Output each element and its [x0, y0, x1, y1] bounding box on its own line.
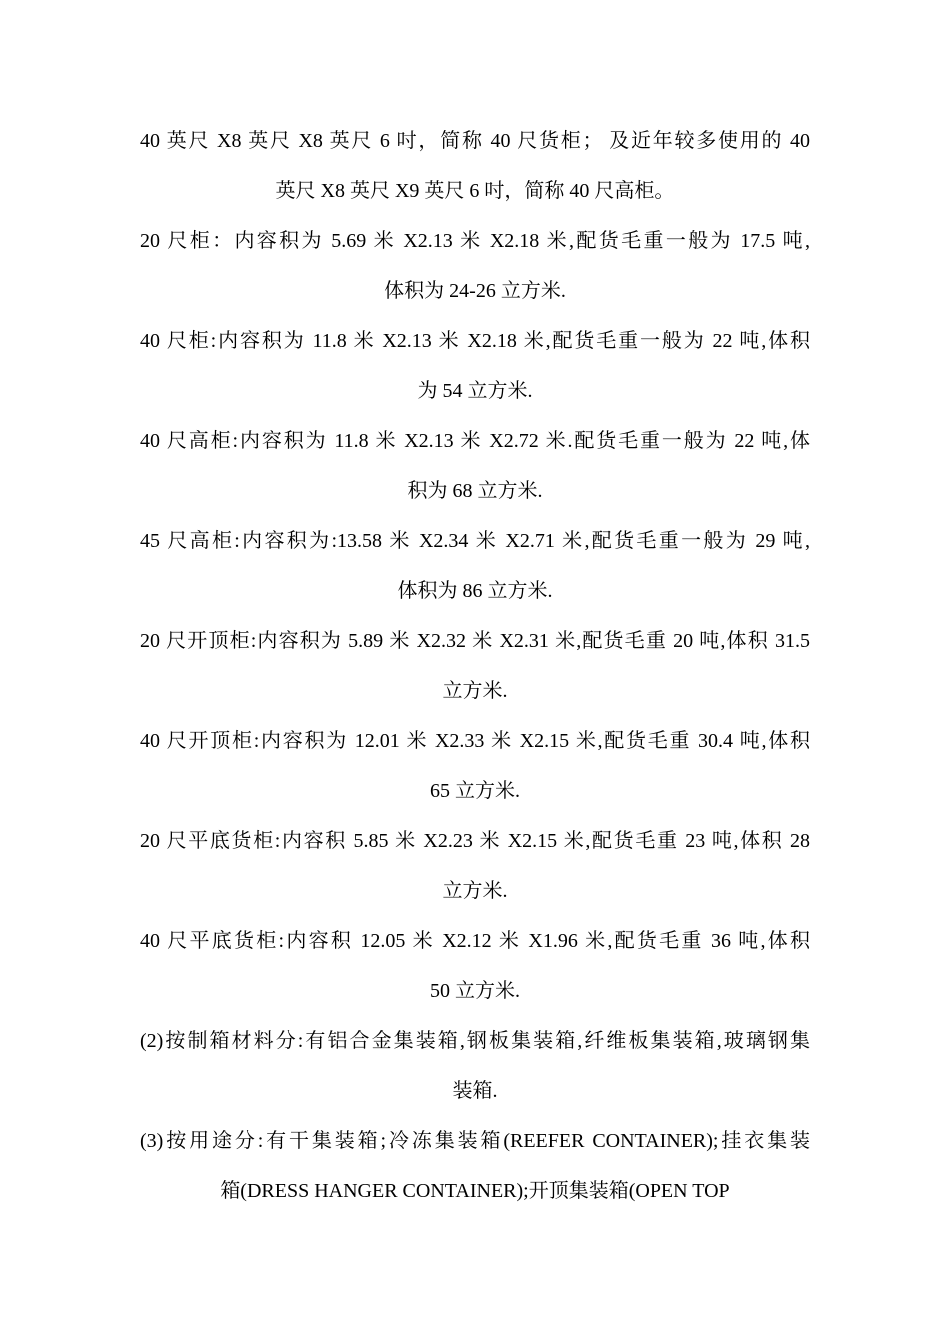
paragraph-by-purpose: [140, 1116, 810, 1216]
paragraph-line: 20 尺平底货柜:内容积 5.85 米 X2.23 米 X2.15 米,配货毛重 23 吨,体积 28: [140, 830, 810, 852]
paragraph-line: 英尺 X8 英尺 X9 英尺 6 吋，简称 40 尺高柜。: [275, 180, 675, 202]
paragraph-line: 40 尺高柜:内容积为 11.8 米 X2.13 米 X2.72 米.配货毛重一般为 22 吨,体: [140, 430, 810, 452]
document-body: [140, 116, 810, 1216]
paragraph-40ft-high-cube: [140, 416, 810, 516]
paragraph-line: 体积为 24-26 立方米.: [384, 280, 566, 302]
paragraph-line: 立方米.: [442, 680, 508, 702]
paragraph-40ft-open-top: [140, 716, 810, 816]
paragraph-line: 装箱.: [452, 1080, 498, 1102]
paragraph-40ft-standard: [140, 116, 810, 216]
paragraph-line: 为 54 立方米.: [417, 380, 533, 402]
paragraph-line: 40 英尺 X8 英尺 X8 英尺 6 吋，简称 40 尺货柜； 及近年较多使用的 40: [140, 130, 810, 152]
paragraph-line: 立方米.: [442, 880, 508, 902]
paragraph-20ft-open-top: [140, 616, 810, 716]
paragraph-line: 50 立方米.: [430, 980, 520, 1002]
paragraph-line: 20 尺柜：内容积为 5.69 米 X2.13 米 X2.18 米,配货毛重一般为 17.5 吨,: [140, 230, 810, 252]
paragraph-line: 体积为 86 立方米.: [397, 580, 553, 602]
paragraph-line: 40 尺柜:内容积为 11.8 米 X2.13 米 X2.18 米,配货毛重一般为 22 吨,体积: [140, 330, 810, 352]
paragraph-line: 45 尺高柜:内容积为:13.58 米 X2.34 米 X2.71 米,配货毛重一般为 29 吨,: [140, 530, 810, 552]
paragraph-45ft-high-cube: [140, 516, 810, 616]
paragraph-line: (3)按用途分:有干集装箱;冷冻集装箱(REEFER CONTAINER);挂衣集装: [140, 1130, 810, 1152]
paragraph-40ft-flat-rack: [140, 916, 810, 1016]
paragraph-line: 箱(DRESS HANGER CONTAINER);开顶集装箱(OPEN TOP: [220, 1180, 730, 1202]
paragraph-by-material: [140, 1016, 810, 1116]
paragraph-line: (2)按制箱材料分:有铝合金集装箱,钢板集装箱,纤维板集装箱,玻璃钢集: [140, 1030, 810, 1052]
paragraph-line: 20 尺开顶柜:内容积为 5.89 米 X2.32 米 X2.31 米,配货毛重 20 吨,体积 31.5: [140, 630, 810, 652]
paragraph-40ft-container: [140, 316, 810, 416]
paragraph-20ft-container: [140, 216, 810, 316]
paragraph-20ft-flat-rack: [140, 816, 810, 916]
paragraph-line: 40 尺平底货柜:内容积 12.05 米 X2.12 米 X1.96 米,配货毛重 36 吨,体积: [140, 930, 810, 952]
paragraph-line: 65 立方米.: [430, 780, 520, 802]
paragraph-line: 40 尺开顶柜:内容积为 12.01 米 X2.33 米 X2.15 米,配货毛重 30.4 吨,体积: [140, 730, 810, 752]
paragraph-line: 积为 68 立方米.: [407, 480, 543, 502]
